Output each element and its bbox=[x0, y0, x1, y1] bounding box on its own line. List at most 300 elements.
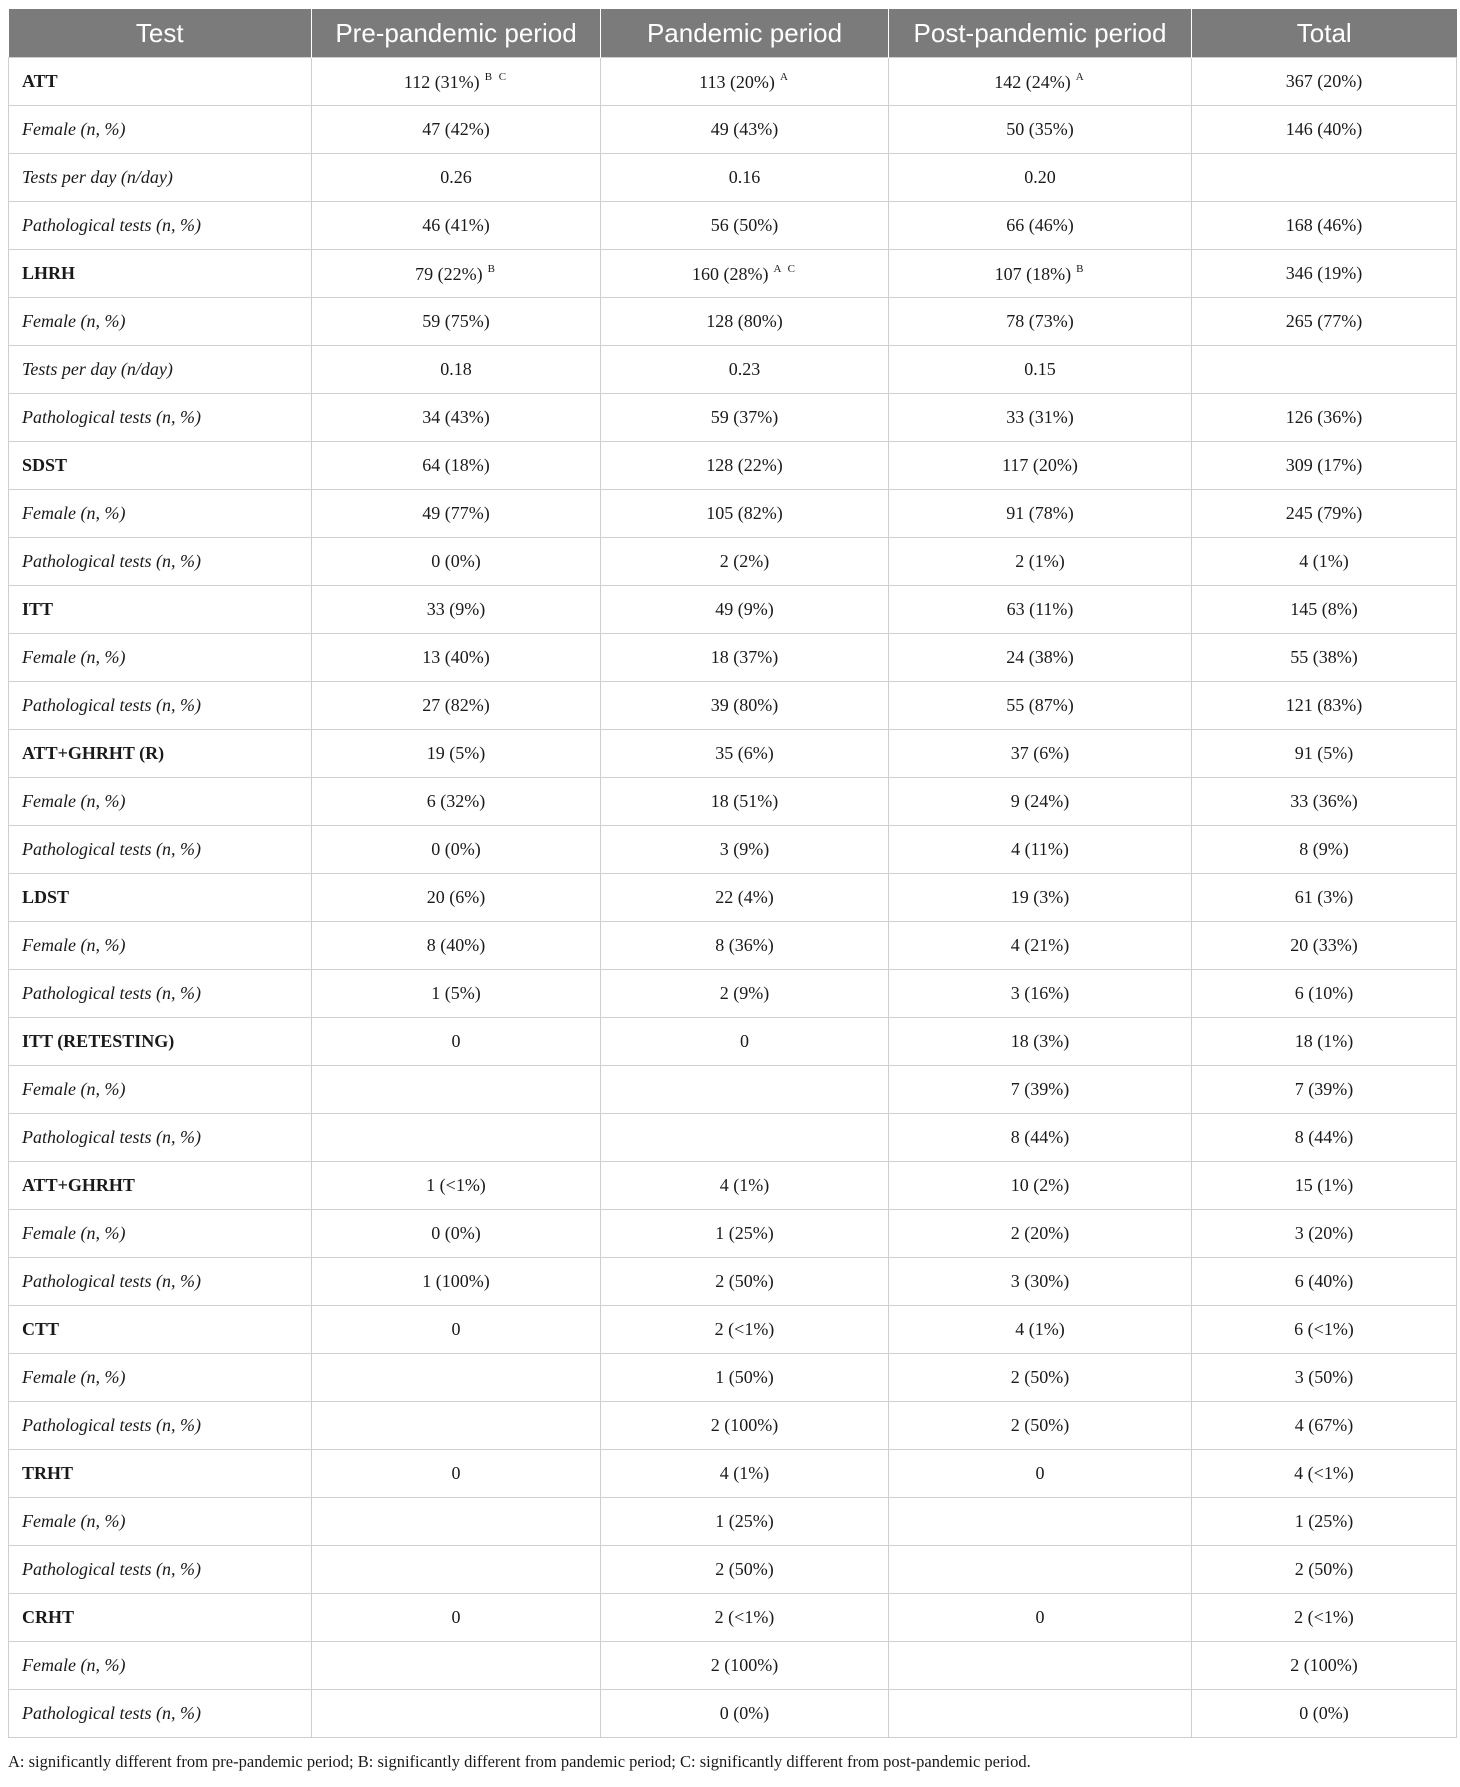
row-label-cell: Pathological tests (n, %) bbox=[9, 1690, 312, 1738]
cell-value: 35 (6%) bbox=[715, 743, 774, 763]
cell-value: 2 (100%) bbox=[710, 1655, 779, 1675]
cell-value: 160 (28%) bbox=[692, 263, 769, 284]
value-cell bbox=[601, 442, 889, 490]
value-cell bbox=[312, 922, 601, 970]
cell-value: 2 (<1%) bbox=[1294, 1607, 1354, 1627]
value-cell bbox=[601, 1498, 889, 1546]
row-label-cell: Pathological tests (n, %) bbox=[9, 682, 312, 730]
cell-value: 245 (79%) bbox=[1285, 503, 1363, 523]
cell-value: 121 (83%) bbox=[1285, 695, 1363, 715]
cell-value: 0 (0%) bbox=[431, 551, 481, 571]
cell-value: 20 (6%) bbox=[426, 887, 486, 907]
value-cell bbox=[601, 730, 889, 778]
value-cell bbox=[312, 682, 601, 730]
value-cell bbox=[312, 1642, 601, 1690]
cell-value: 59 (75%) bbox=[422, 311, 490, 331]
value-cell bbox=[1192, 1450, 1457, 1498]
row-label-cell: Female (n, %) bbox=[9, 1066, 312, 1114]
cell-value: 2 (50%) bbox=[715, 1271, 774, 1291]
test-name-cell: TRHT bbox=[9, 1450, 312, 1498]
significance-marker: B C bbox=[484, 70, 509, 83]
table-row bbox=[9, 1258, 1457, 1306]
cell-value: 39 (80%) bbox=[710, 695, 779, 715]
cell-value: 128 (22%) bbox=[706, 455, 783, 475]
cell-value: 13 (40%) bbox=[422, 647, 490, 667]
value-cell bbox=[312, 1498, 601, 1546]
test-name-cell: SDST bbox=[9, 442, 312, 490]
cell-value: 37 (6%) bbox=[1010, 743, 1070, 763]
cell-value: 4 (1%) bbox=[1015, 1319, 1065, 1339]
value-cell bbox=[1192, 586, 1457, 634]
cell-value: 10 (2%) bbox=[1010, 1175, 1070, 1195]
cell-value: 0 bbox=[451, 1319, 461, 1339]
value-cell bbox=[601, 826, 889, 874]
row-label-cell: Tests per day (n/day) bbox=[9, 154, 312, 202]
value-cell bbox=[601, 490, 889, 538]
row-label-cell: Female (n, %) bbox=[9, 490, 312, 538]
value-cell bbox=[601, 634, 889, 682]
test-row bbox=[9, 730, 1457, 778]
row-label-cell: Pathological tests (n, %) bbox=[9, 970, 312, 1018]
value-cell bbox=[889, 58, 1192, 106]
significance-marker: A bbox=[779, 70, 790, 83]
cell-value: 2 (100%) bbox=[1290, 1655, 1358, 1675]
row-label-cell: Female (n, %) bbox=[9, 1498, 312, 1546]
header-total: Total bbox=[1192, 9, 1457, 58]
value-cell bbox=[601, 346, 889, 394]
table-row bbox=[9, 106, 1457, 154]
value-cell bbox=[889, 490, 1192, 538]
cell-value: 4 (67%) bbox=[1294, 1415, 1354, 1435]
cell-value: 2 (50%) bbox=[1010, 1415, 1070, 1435]
cell-value: 8 (9%) bbox=[1299, 839, 1349, 859]
value-cell bbox=[601, 298, 889, 346]
value-cell bbox=[889, 874, 1192, 922]
table-row bbox=[9, 1354, 1457, 1402]
value-cell bbox=[889, 1450, 1192, 1498]
value-cell bbox=[601, 1594, 889, 1642]
cell-value: 1 (50%) bbox=[715, 1367, 774, 1387]
value-cell bbox=[889, 346, 1192, 394]
value-cell bbox=[312, 538, 601, 586]
value-cell bbox=[1192, 394, 1457, 442]
cell-value: 8 (40%) bbox=[426, 935, 486, 955]
value-cell bbox=[889, 1354, 1192, 1402]
cell-value: 0.15 bbox=[1024, 359, 1056, 379]
row-label-cell: Pathological tests (n, %) bbox=[9, 1546, 312, 1594]
value-cell bbox=[1192, 106, 1457, 154]
table-row bbox=[9, 1114, 1457, 1162]
value-cell bbox=[312, 1114, 601, 1162]
value-cell bbox=[889, 1162, 1192, 1210]
value-cell bbox=[601, 202, 889, 250]
value-cell bbox=[1192, 1690, 1457, 1738]
cell-value: 47 (42%) bbox=[422, 119, 490, 139]
cell-value: 4 (11%) bbox=[1011, 839, 1069, 859]
cell-value: 61 (3%) bbox=[1294, 887, 1354, 907]
cell-value: 49 (43%) bbox=[710, 119, 779, 139]
value-cell bbox=[889, 442, 1192, 490]
table-row bbox=[9, 394, 1457, 442]
value-cell bbox=[889, 394, 1192, 442]
value-cell bbox=[1192, 682, 1457, 730]
table-row bbox=[9, 826, 1457, 874]
value-cell bbox=[889, 586, 1192, 634]
test-name-cell: CRHT bbox=[9, 1594, 312, 1642]
cell-value: 2 (50%) bbox=[1294, 1559, 1354, 1579]
cell-value: 33 (9%) bbox=[426, 599, 486, 619]
cell-value: 0 (0%) bbox=[1299, 1703, 1349, 1723]
cell-value: 6 (10%) bbox=[1294, 983, 1354, 1003]
value-cell bbox=[601, 1306, 889, 1354]
value-cell bbox=[1192, 1642, 1457, 1690]
cell-value: 2 (<1%) bbox=[714, 1319, 775, 1339]
test-row bbox=[9, 442, 1457, 490]
value-cell bbox=[1192, 1402, 1457, 1450]
value-cell bbox=[889, 202, 1192, 250]
cell-value: 146 (40%) bbox=[1285, 119, 1363, 139]
cell-value: 18 (3%) bbox=[1010, 1031, 1070, 1051]
significance-marker: B bbox=[487, 262, 497, 275]
cell-value: 1 (100%) bbox=[422, 1271, 490, 1291]
table-body bbox=[9, 58, 1457, 1738]
value-cell bbox=[1192, 1258, 1457, 1306]
cell-value: 2 (50%) bbox=[715, 1559, 774, 1579]
header-test: Test bbox=[9, 9, 312, 58]
cell-value: 0 bbox=[451, 1607, 461, 1627]
cell-value: 46 (41%) bbox=[422, 215, 490, 235]
value-cell bbox=[312, 1018, 601, 1066]
value-cell bbox=[312, 346, 601, 394]
cell-value: 126 (36%) bbox=[1285, 407, 1363, 427]
value-cell bbox=[889, 1546, 1192, 1594]
cell-value: 50 (35%) bbox=[1006, 119, 1074, 139]
row-label-cell: Pathological tests (n, %) bbox=[9, 1402, 312, 1450]
significance-marker: A C bbox=[773, 262, 797, 275]
value-cell bbox=[312, 490, 601, 538]
value-cell bbox=[1192, 634, 1457, 682]
value-cell bbox=[601, 1162, 889, 1210]
cell-value: 49 (77%) bbox=[422, 503, 490, 523]
value-cell bbox=[312, 1450, 601, 1498]
cell-value: 20 (33%) bbox=[1290, 935, 1358, 955]
value-cell bbox=[312, 106, 601, 154]
row-label-cell: Female (n, %) bbox=[9, 106, 312, 154]
cell-value: 19 (3%) bbox=[1010, 887, 1070, 907]
value-cell bbox=[312, 634, 601, 682]
value-cell bbox=[889, 106, 1192, 154]
results-table bbox=[8, 9, 1457, 1738]
cell-value: 7 (39%) bbox=[1010, 1079, 1070, 1099]
value-cell bbox=[889, 826, 1192, 874]
value-cell bbox=[1192, 970, 1457, 1018]
test-row bbox=[9, 1450, 1457, 1498]
cell-value: 6 (40%) bbox=[1294, 1271, 1354, 1291]
value-cell bbox=[312, 1690, 601, 1738]
row-label-cell: Pathological tests (n, %) bbox=[9, 1258, 312, 1306]
cell-value: 117 (20%) bbox=[1002, 455, 1078, 475]
value-cell bbox=[312, 1066, 601, 1114]
cell-value: 56 (50%) bbox=[710, 215, 779, 235]
value-cell bbox=[601, 1690, 889, 1738]
value-cell bbox=[601, 250, 889, 298]
value-cell bbox=[312, 298, 601, 346]
value-cell bbox=[312, 442, 601, 490]
cell-value: 2 (2%) bbox=[719, 551, 770, 571]
table-row bbox=[9, 1642, 1457, 1690]
cell-value: 0 (0%) bbox=[719, 1703, 770, 1723]
test-name-cell: ATT+GHRHT (R) bbox=[9, 730, 312, 778]
value-cell bbox=[1192, 1162, 1457, 1210]
value-cell bbox=[1192, 1498, 1457, 1546]
value-cell bbox=[889, 1594, 1192, 1642]
value-cell bbox=[889, 634, 1192, 682]
value-cell bbox=[1192, 1354, 1457, 1402]
row-label-cell: Tests per day (n/day) bbox=[9, 346, 312, 394]
cell-value: 7 (39%) bbox=[1294, 1079, 1354, 1099]
value-cell bbox=[889, 298, 1192, 346]
test-name-cell: ITT (RETESTING) bbox=[9, 1018, 312, 1066]
value-cell bbox=[1192, 298, 1457, 346]
value-cell bbox=[889, 538, 1192, 586]
value-cell bbox=[1192, 778, 1457, 826]
value-cell bbox=[312, 394, 601, 442]
cell-value: 18 (1%) bbox=[1294, 1031, 1354, 1051]
value-cell bbox=[1192, 538, 1457, 586]
value-cell bbox=[601, 538, 889, 586]
value-cell bbox=[1192, 730, 1457, 778]
table-row bbox=[9, 682, 1457, 730]
row-label-cell: Female (n, %) bbox=[9, 1210, 312, 1258]
value-cell bbox=[312, 1402, 601, 1450]
value-cell bbox=[889, 1498, 1192, 1546]
value-cell bbox=[889, 970, 1192, 1018]
value-cell bbox=[312, 730, 601, 778]
cell-value: 2 (1%) bbox=[1015, 551, 1065, 571]
table-row bbox=[9, 1066, 1457, 1114]
table-row bbox=[9, 202, 1457, 250]
cell-value: 3 (50%) bbox=[1294, 1367, 1354, 1387]
value-cell bbox=[601, 970, 889, 1018]
value-cell bbox=[1192, 490, 1457, 538]
value-cell bbox=[601, 1642, 889, 1690]
cell-value: 2 (100%) bbox=[710, 1415, 779, 1435]
table-row bbox=[9, 154, 1457, 202]
value-cell bbox=[312, 826, 601, 874]
value-cell bbox=[601, 1402, 889, 1450]
cell-value: 0.20 bbox=[1024, 167, 1056, 187]
cell-value: 19 (5%) bbox=[426, 743, 486, 763]
value-cell bbox=[889, 1018, 1192, 1066]
value-cell bbox=[889, 922, 1192, 970]
value-cell bbox=[601, 874, 889, 922]
cell-value: 91 (78%) bbox=[1006, 503, 1074, 523]
cell-value: 66 (46%) bbox=[1006, 215, 1074, 235]
value-cell bbox=[889, 154, 1192, 202]
cell-value: 1 (25%) bbox=[715, 1223, 774, 1243]
cell-value: 3 (20%) bbox=[1294, 1223, 1354, 1243]
value-cell bbox=[601, 154, 889, 202]
cell-value: 4 (<1%) bbox=[1294, 1463, 1354, 1483]
value-cell bbox=[601, 586, 889, 634]
value-cell bbox=[1192, 58, 1457, 106]
table-row bbox=[9, 490, 1457, 538]
cell-value: 64 (18%) bbox=[422, 455, 490, 475]
value-cell bbox=[312, 154, 601, 202]
cell-value: 2 (20%) bbox=[1010, 1223, 1070, 1243]
cell-value: 4 (1%) bbox=[1299, 551, 1349, 571]
cell-value: 145 (8%) bbox=[1290, 599, 1358, 619]
cell-value: 4 (21%) bbox=[1010, 935, 1070, 955]
value-cell bbox=[889, 1690, 1192, 1738]
value-cell bbox=[312, 1354, 601, 1402]
value-cell bbox=[601, 58, 889, 106]
value-cell bbox=[601, 1354, 889, 1402]
table-row bbox=[9, 1402, 1457, 1450]
row-label-cell: Female (n, %) bbox=[9, 634, 312, 682]
value-cell bbox=[312, 1258, 601, 1306]
table-row bbox=[9, 538, 1457, 586]
cell-value: 27 (82%) bbox=[422, 695, 490, 715]
cell-value: 2 (9%) bbox=[719, 983, 770, 1003]
cell-value: 33 (31%) bbox=[1006, 407, 1074, 427]
value-cell bbox=[1192, 1210, 1457, 1258]
table-row bbox=[9, 1690, 1457, 1738]
row-label-cell: Female (n, %) bbox=[9, 1354, 312, 1402]
cell-value: 105 (82%) bbox=[706, 503, 783, 523]
value-cell bbox=[312, 1210, 601, 1258]
value-cell bbox=[601, 1114, 889, 1162]
test-row bbox=[9, 1018, 1457, 1066]
cell-value: 55 (87%) bbox=[1006, 695, 1074, 715]
test-name-cell: ATT bbox=[9, 58, 312, 106]
cell-value: 265 (77%) bbox=[1285, 311, 1363, 331]
table-row bbox=[9, 922, 1457, 970]
footnote: A: significantly different from pre-pandemic period; B: significantly different from pandemic period; C: significantly different from post-pandemic period. bbox=[8, 1752, 1031, 1771]
header-post-pandemic: Post-pandemic period bbox=[889, 9, 1192, 58]
row-label-cell: Female (n, %) bbox=[9, 1642, 312, 1690]
cell-value: 6 (<1%) bbox=[1294, 1319, 1354, 1339]
table-row bbox=[9, 1210, 1457, 1258]
row-label-cell: Pathological tests (n, %) bbox=[9, 202, 312, 250]
cell-value: 55 (38%) bbox=[1290, 647, 1358, 667]
value-cell bbox=[889, 1066, 1192, 1114]
row-label-cell: Pathological tests (n, %) bbox=[9, 826, 312, 874]
table-row bbox=[9, 1498, 1457, 1546]
value-cell bbox=[312, 874, 601, 922]
cell-value: 309 (17%) bbox=[1285, 455, 1363, 475]
cell-value: 3 (16%) bbox=[1010, 983, 1070, 1003]
value-cell bbox=[601, 1546, 889, 1594]
cell-value: 107 (18%) bbox=[994, 263, 1072, 284]
value-cell bbox=[889, 250, 1192, 298]
value-cell bbox=[1192, 826, 1457, 874]
value-cell bbox=[1192, 1018, 1457, 1066]
value-cell bbox=[1192, 1594, 1457, 1642]
value-cell bbox=[889, 1402, 1192, 1450]
cell-value: 0.23 bbox=[728, 359, 761, 379]
value-cell bbox=[601, 1258, 889, 1306]
value-cell bbox=[1192, 1114, 1457, 1162]
cell-value: 15 (1%) bbox=[1294, 1175, 1354, 1195]
value-cell bbox=[601, 394, 889, 442]
table-row bbox=[9, 634, 1457, 682]
value-cell bbox=[312, 1594, 601, 1642]
value-cell bbox=[312, 1546, 601, 1594]
value-cell bbox=[312, 202, 601, 250]
cell-value: 22 (4%) bbox=[715, 887, 774, 907]
value-cell bbox=[601, 922, 889, 970]
value-cell bbox=[312, 778, 601, 826]
cell-value: 59 (37%) bbox=[710, 407, 779, 427]
cell-value: 0 bbox=[1035, 1463, 1045, 1483]
cell-value: 34 (43%) bbox=[422, 407, 490, 427]
cell-value: 0 bbox=[451, 1031, 461, 1051]
value-cell bbox=[889, 1210, 1192, 1258]
cell-value: 3 (9%) bbox=[719, 839, 770, 859]
test-row bbox=[9, 1306, 1457, 1354]
cell-value: 9 (24%) bbox=[1010, 791, 1070, 811]
test-row bbox=[9, 586, 1457, 634]
test-row bbox=[9, 58, 1457, 106]
row-label-cell: Female (n, %) bbox=[9, 922, 312, 970]
cell-value: 63 (11%) bbox=[1006, 599, 1074, 619]
test-name-cell: CTT bbox=[9, 1306, 312, 1354]
value-cell bbox=[1192, 1306, 1457, 1354]
test-name-cell: LDST bbox=[9, 874, 312, 922]
value-cell bbox=[1192, 1066, 1457, 1114]
table-row bbox=[9, 970, 1457, 1018]
value-cell bbox=[312, 250, 601, 298]
significance-marker: A bbox=[1075, 70, 1086, 83]
value-cell bbox=[889, 1258, 1192, 1306]
test-name-cell: LHRH bbox=[9, 250, 312, 298]
cell-value: 367 (20%) bbox=[1285, 71, 1363, 91]
cell-value: 6 (32%) bbox=[426, 791, 486, 811]
cell-value: 128 (80%) bbox=[706, 311, 783, 331]
value-cell bbox=[889, 778, 1192, 826]
value-cell bbox=[889, 1642, 1192, 1690]
cell-value: 0 bbox=[451, 1463, 461, 1483]
value-cell bbox=[1192, 442, 1457, 490]
value-cell bbox=[312, 586, 601, 634]
value-cell bbox=[889, 1114, 1192, 1162]
cell-value: 142 (24%) bbox=[994, 71, 1071, 92]
cell-value: 78 (73%) bbox=[1006, 311, 1074, 331]
cell-value: 8 (44%) bbox=[1010, 1127, 1070, 1147]
cell-value: 0 (0%) bbox=[431, 839, 481, 859]
value-cell bbox=[312, 1162, 601, 1210]
row-label-cell: Female (n, %) bbox=[9, 778, 312, 826]
value-cell bbox=[1192, 874, 1457, 922]
value-cell bbox=[601, 682, 889, 730]
cell-value: 24 (38%) bbox=[1006, 647, 1074, 667]
value-cell bbox=[1192, 154, 1457, 202]
value-cell bbox=[1192, 250, 1457, 298]
cell-value: 0 (0%) bbox=[431, 1223, 481, 1243]
cell-value: 3 (30%) bbox=[1010, 1271, 1070, 1291]
cell-value: 0 bbox=[1035, 1607, 1045, 1627]
cell-value: 91 (5%) bbox=[1294, 743, 1354, 763]
cell-value: 168 (46%) bbox=[1285, 215, 1363, 235]
value-cell bbox=[601, 1210, 889, 1258]
value-cell bbox=[601, 1450, 889, 1498]
table-row bbox=[9, 1546, 1457, 1594]
cell-value: 113 (20%) bbox=[699, 71, 775, 92]
header-row bbox=[9, 9, 1457, 58]
cell-value: 2 (<1%) bbox=[714, 1607, 775, 1627]
row-label-cell: Pathological tests (n, %) bbox=[9, 394, 312, 442]
